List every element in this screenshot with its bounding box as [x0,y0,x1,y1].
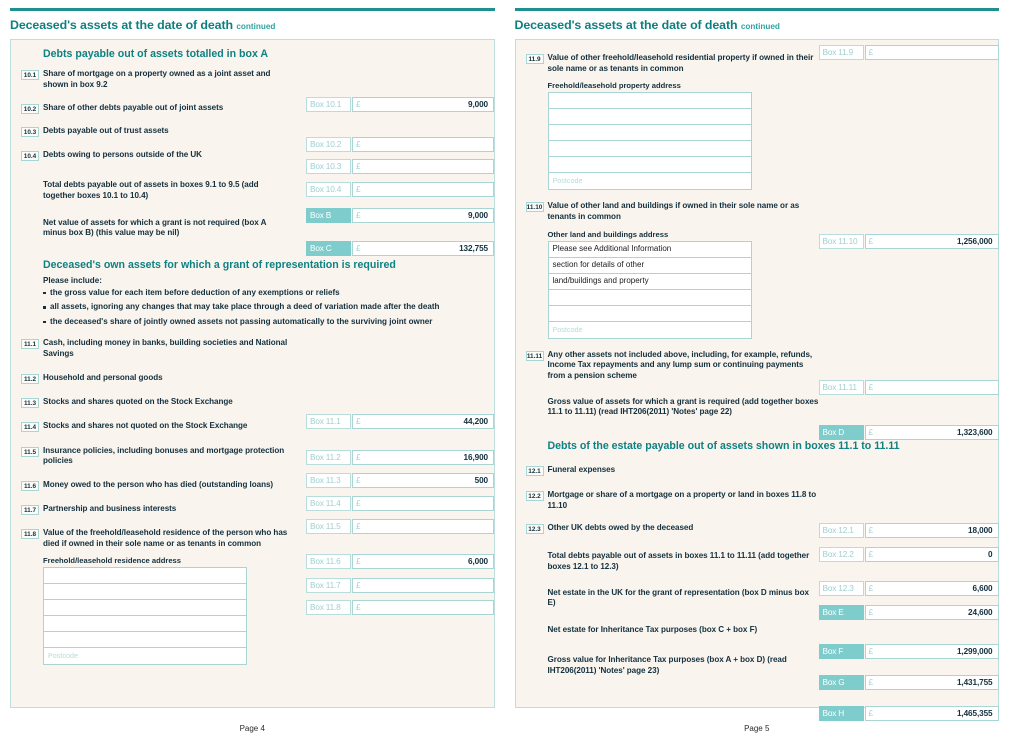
form-row-12-2 [526,490,989,511]
value-box-b: 9,000 [468,210,488,220]
form-row-11-4 [21,421,484,435]
field-11-11[interactable] [819,380,999,395]
address-input-group-residence[interactable] [43,567,247,665]
address-line-5[interactable] [549,157,751,173]
row-label-box-e: Total debts payable out of assets in boxes 11.1 to 11.11 (add together boxes 12.1 to 12.3) [547,551,810,571]
panel-left [10,39,495,708]
section-heading-debts-box-a: Debts payable out of assets totalled in box A [43,48,269,60]
row-label-box-f: Net estate in the UK for the grant of representation (box D minus box E) [547,587,809,608]
value-input-box-d[interactable] [865,425,999,440]
form-row-box-f [526,588,989,609]
box-label-11-3: Box 11.3 [306,473,351,488]
box-label-box-c: Box C [306,241,351,256]
address-line-4[interactable] [549,290,751,306]
address-postcode-field[interactable]: Postcode [48,651,78,661]
currency-symbol-box-h: £ [868,708,874,718]
form-row-10-4 [21,150,484,164]
value-12-1: 18,000 [968,525,993,535]
row-number-12-1: 12.1 [526,466,544,476]
currency-symbol-11-1: £ [356,416,361,426]
form-row-10-3 [21,126,484,140]
box-label-box-g: Box G [819,675,864,690]
value-input-box-h[interactable] [865,706,999,721]
address-line-3[interactable] [44,600,246,616]
box-label-11-5: Box 11.5 [306,519,351,534]
list-item: all assets, ignoring any changes that may take place through a deed of variation made after the death [43,302,484,313]
currency-symbol-11-5: £ [356,521,361,531]
field-box-c[interactable] [306,241,494,256]
value-11-2: 16,900 [463,452,488,462]
box-label-box-d: Box D [819,425,864,440]
address-label-land: Other land and buildings address [547,229,669,239]
form-row-12-1 [526,465,989,479]
address-postcode-field[interactable]: Postcode [552,324,583,334]
address-line-2[interactable] [44,584,246,600]
currency-symbol-box-b: £ [356,210,361,220]
box-label-11-7: Box 11.7 [306,578,351,593]
address-label-property: Freehold/leasehold property address [547,81,681,91]
value-box-g: 1,431,755 [956,677,993,687]
currency-symbol-11-3: £ [356,475,361,485]
form-row-11-5 [21,446,484,467]
box-label-box-e: Box E [819,605,864,620]
address-line-2[interactable] [549,109,751,125]
value-input-11-8[interactable] [352,600,494,615]
value-input-box-c[interactable] [352,241,494,256]
box-label-11-2: Box 11.2 [306,450,351,465]
box-label-10-1: Box 10.1 [306,97,351,112]
row-label-11-1: Cash, including money in banks, building societies and National Savings [43,338,288,359]
field-11-10[interactable] [819,234,999,249]
list-item: the deceased's share of jointly owned assets not passing automatically to the surviving joint owner [43,317,484,328]
box-label-10-4: Box 10.4 [306,182,351,197]
value-11-3: 500 [474,475,488,485]
row-number-12-3: 12.3 [526,524,544,534]
row-number-11-9: 11.9 [526,54,544,64]
form-row-box-e [526,551,989,572]
box-label-11-10: Box 11.10 [819,234,864,249]
row-number-11-11: 11.11 [526,352,543,360]
currency-symbol-10-2: £ [356,139,361,149]
currency-symbol-11-6: £ [356,556,361,566]
row-label-box-c: Net value of assets for which a grant is not required (box A minus box B) (this value may be nil) [43,217,267,238]
row-number-12-2: 12.2 [526,491,544,501]
row-label-box-b: Total debts payable out of assets in boxes 9.1 to 9.5 (add together boxes 10.1 to 10.4) [43,180,259,200]
value-11-1: 44,200 [463,416,488,426]
field-box-d[interactable] [819,425,999,440]
value-box-h: 1,465,355 [956,708,993,718]
address-line-5[interactable] [44,632,246,648]
value-12-3: 6,600 [972,583,993,593]
row-label-11-5: Insurance policies, including bonuses and mortgage protection policies [43,445,285,466]
box-label-10-3: Box 10.3 [306,159,351,174]
currency-symbol-box-e: £ [868,607,874,617]
address-line-3[interactable] [549,125,751,141]
currency-symbol-12-2: £ [868,549,874,559]
box-label-11-9: Box 11.9 [819,45,864,60]
row-number-box-c [21,219,39,229]
page-title-left-continued: continued [236,22,276,31]
currency-symbol-11-11: £ [868,382,874,392]
row-label-12-2: Mortgage or share of a mortgage on a property or land in boxes 11.8 to 11.10 [547,489,817,510]
box-label-11-8: Box 11.8 [306,600,351,615]
form-row-11-6 [21,480,484,494]
value-input-11-9[interactable] [865,45,999,60]
field-box-h[interactable] [819,706,999,721]
address-line-1[interactable]: Please see Additional Information [549,242,751,258]
page-title-left-text: Deceased's assets at the date of death [10,18,233,32]
form-row-box-h [526,655,989,676]
currency-symbol-11-9: £ [868,47,874,57]
row-number-box-h [526,656,544,666]
currency-symbol-11-10: £ [868,236,874,246]
form-row-11-10 [526,201,989,222]
currency-symbol-10-3: £ [356,161,361,171]
row-number-box-d [526,398,544,408]
address-line-4[interactable] [549,141,751,157]
page-5 [505,0,1009,751]
address-line-4[interactable] [44,616,246,632]
value-input-11-7[interactable] [352,578,494,593]
row-label-box-g: Net estate for Inheritance Tax purposes (box C + box F) [547,625,758,634]
row-label-10-3: Debts payable out of trust assets [43,126,169,136]
value-input-11-11[interactable] [865,380,999,395]
value-input-box-g[interactable] [865,675,999,690]
box-label-11-6: Box 11.6 [306,554,351,569]
include-bullet-list [43,288,484,328]
row-label-11-4: Stocks and shares not quoted on the Stock Exchange [43,420,248,430]
box-label-12-2: Box 12.2 [819,547,864,562]
value-11-6: 6,000 [468,556,488,566]
box-label-11-11: Box 11.11 [819,380,864,395]
list-item: the gross value for each item before deduction of any exemptions or reliefs [43,288,484,299]
row-number-10-1: 10.1 [21,70,39,80]
page-title-right [515,18,1000,32]
currency-symbol-11-7: £ [356,580,361,590]
address-line-1[interactable] [549,93,751,109]
box-label-12-3: Box 12.3 [819,581,864,596]
row-number-11-8: 11.8 [21,529,39,539]
currency-symbol-11-8: £ [356,602,361,612]
section-heading-own-assets: Deceased's own assets for which a grant of representation is required [43,258,396,271]
address-label-residence: Freehold/leasehold residence address [43,556,182,566]
address-postcode-field[interactable]: Postcode [552,176,583,186]
form-row-box-c [21,218,484,239]
currency-symbol-box-c: £ [356,243,361,253]
field-11-7[interactable] [306,578,494,593]
page-title-right-continued: continued [740,22,780,31]
currency-symbol-box-d: £ [868,427,874,437]
currency-symbol-11-2: £ [356,452,361,462]
row-number-10-2: 10.2 [21,104,39,114]
form-row-10-2 [21,103,484,117]
row-number-10-3: 10.3 [21,127,39,137]
value-box-e: 24,600 [968,607,993,617]
row-number-box-b [21,181,39,191]
row-number-box-f [526,589,544,599]
value-11-10: 1,256,000 [956,236,993,246]
row-number-11-3: 11.3 [21,398,39,408]
value-10-1: 9,000 [468,99,488,109]
box-label-box-h: Box H [819,706,864,721]
page-title-left [10,18,495,32]
box-label-11-1: Box 11.1 [306,414,351,429]
box-label-10-2: Box 10.2 [306,137,351,152]
row-label-11-2: Household and personal goods [43,372,163,382]
address-input-group-property[interactable] [548,92,752,190]
currency-symbol-10-4: £ [356,184,361,194]
value-input-11-6[interactable] [352,554,494,569]
currency-symbol-12-1: £ [868,525,874,535]
row-number-11-5: 11.5 [21,447,39,457]
field-box-g[interactable] [819,675,999,690]
address-block-property [548,81,989,190]
address-line-1[interactable] [44,568,246,584]
field-11-8[interactable] [306,600,494,615]
panel-right [515,39,1000,718]
row-label-11-11: Any other assets not included above, including, for example, refunds, Income Tax repayments and any lump sum or continuing payments from a pension scheme [547,349,813,381]
box-label-box-f: Box F [819,644,864,659]
value-box-d: 1,323,600 [956,427,993,437]
section-heading-estate-debts: Debts of the estate payable out of assets shown in boxes 11.1 to 11.11 [547,440,900,453]
row-label-10-4: Debts owing to persons outside of the UK [43,150,202,160]
value-12-2: 0 [988,549,993,559]
address-input-group-land[interactable] [548,241,752,339]
form-row-11-3 [21,397,484,411]
field-11-9[interactable] [819,45,999,60]
row-number-11-4: 11.4 [21,422,39,432]
row-number-11-2: 11.2 [21,374,39,384]
form-row-11-8 [21,528,484,549]
row-label-12-1: Funeral expenses [547,464,616,474]
row-number-11-10: 11.10 [526,204,543,212]
currency-symbol-box-g: £ [868,677,874,687]
field-11-6[interactable] [306,554,494,569]
please-include-label: Please include: [43,275,102,285]
address-line-3[interactable]: land/buildings and property [549,274,751,290]
form-row-11-1 [21,338,484,359]
row-label-12-3: Other UK debts owed by the deceased [547,523,694,533]
row-label-11-3: Stocks and shares quoted on the Stock Exchange [43,396,233,406]
form-row-12-3 [526,523,989,537]
header-rule-left [10,8,495,11]
row-label-box-d: Gross value of assets for which a grant is required (add together boxes 11.1 to 11.11) (read IHT206(2011) 'Notes' page 22) [547,396,819,417]
form-row-box-d [526,397,989,418]
page-footer-right: Page 5 [744,724,770,733]
address-line-2[interactable]: section for details of other [549,258,751,274]
form-row-11-11 [526,350,989,382]
row-number-10-4: 10.4 [21,151,39,161]
address-line-5[interactable] [549,306,751,322]
row-number-11-7: 11.7 [21,505,39,515]
row-label-11-8: Value of the freehold/leasehold residence of the person who has died if owned in their sole name or as tenants in common [43,528,288,548]
currency-symbol-12-3: £ [868,583,874,593]
currency-symbol-10-1: £ [356,99,361,109]
row-label-11-9: Value of other freehold/leasehold residential property if owned in their sole name or as tenants in common [547,53,814,73]
row-label-10-2: Share of other debts payable out of joint assets [43,103,224,113]
row-number-box-e [526,552,544,562]
row-label-11-7: Partnership and business interests [43,504,177,514]
form-row-11-2 [21,373,484,387]
form-row-11-7 [21,504,484,518]
box-label-11-4: Box 11.4 [306,496,351,511]
row-number-11-1: 11.1 [21,339,39,349]
value-input-11-10[interactable] [865,234,999,249]
currency-symbol-11-4: £ [356,498,361,508]
row-label-box-h: Gross value for Inheritance Tax purposes (box A + box D) (read IHT206(2011) 'Notes' page 23) [547,655,787,675]
row-label-10-1: Share of mortgage on a property owned as a joint asset and shown in box 9.2 [43,68,271,89]
row-number-11-6: 11.6 [21,481,39,491]
row-label-11-6: Money owed to the person who has died (outstanding loans) [43,480,274,490]
value-box-c: 132,755 [459,243,488,253]
form-row-10-1 [21,69,484,90]
box-label-box-b: Box B [306,208,351,223]
box-label-12-1: Box 12.1 [819,523,864,538]
page-title-right-text: Deceased's assets at the date of death [514,18,738,32]
page-footer-left: Page 4 [239,724,265,733]
header-rule-right [515,8,1000,11]
form-row-box-b [21,180,484,201]
currency-symbol-box-f: £ [868,646,874,656]
value-box-f: 1,299,000 [956,646,993,656]
row-number-box-g [526,626,544,636]
form-row-box-g [526,625,989,639]
row-label-11-10: Value of other land and buildings if owned in their sole name or as tenants in common [547,201,800,222]
